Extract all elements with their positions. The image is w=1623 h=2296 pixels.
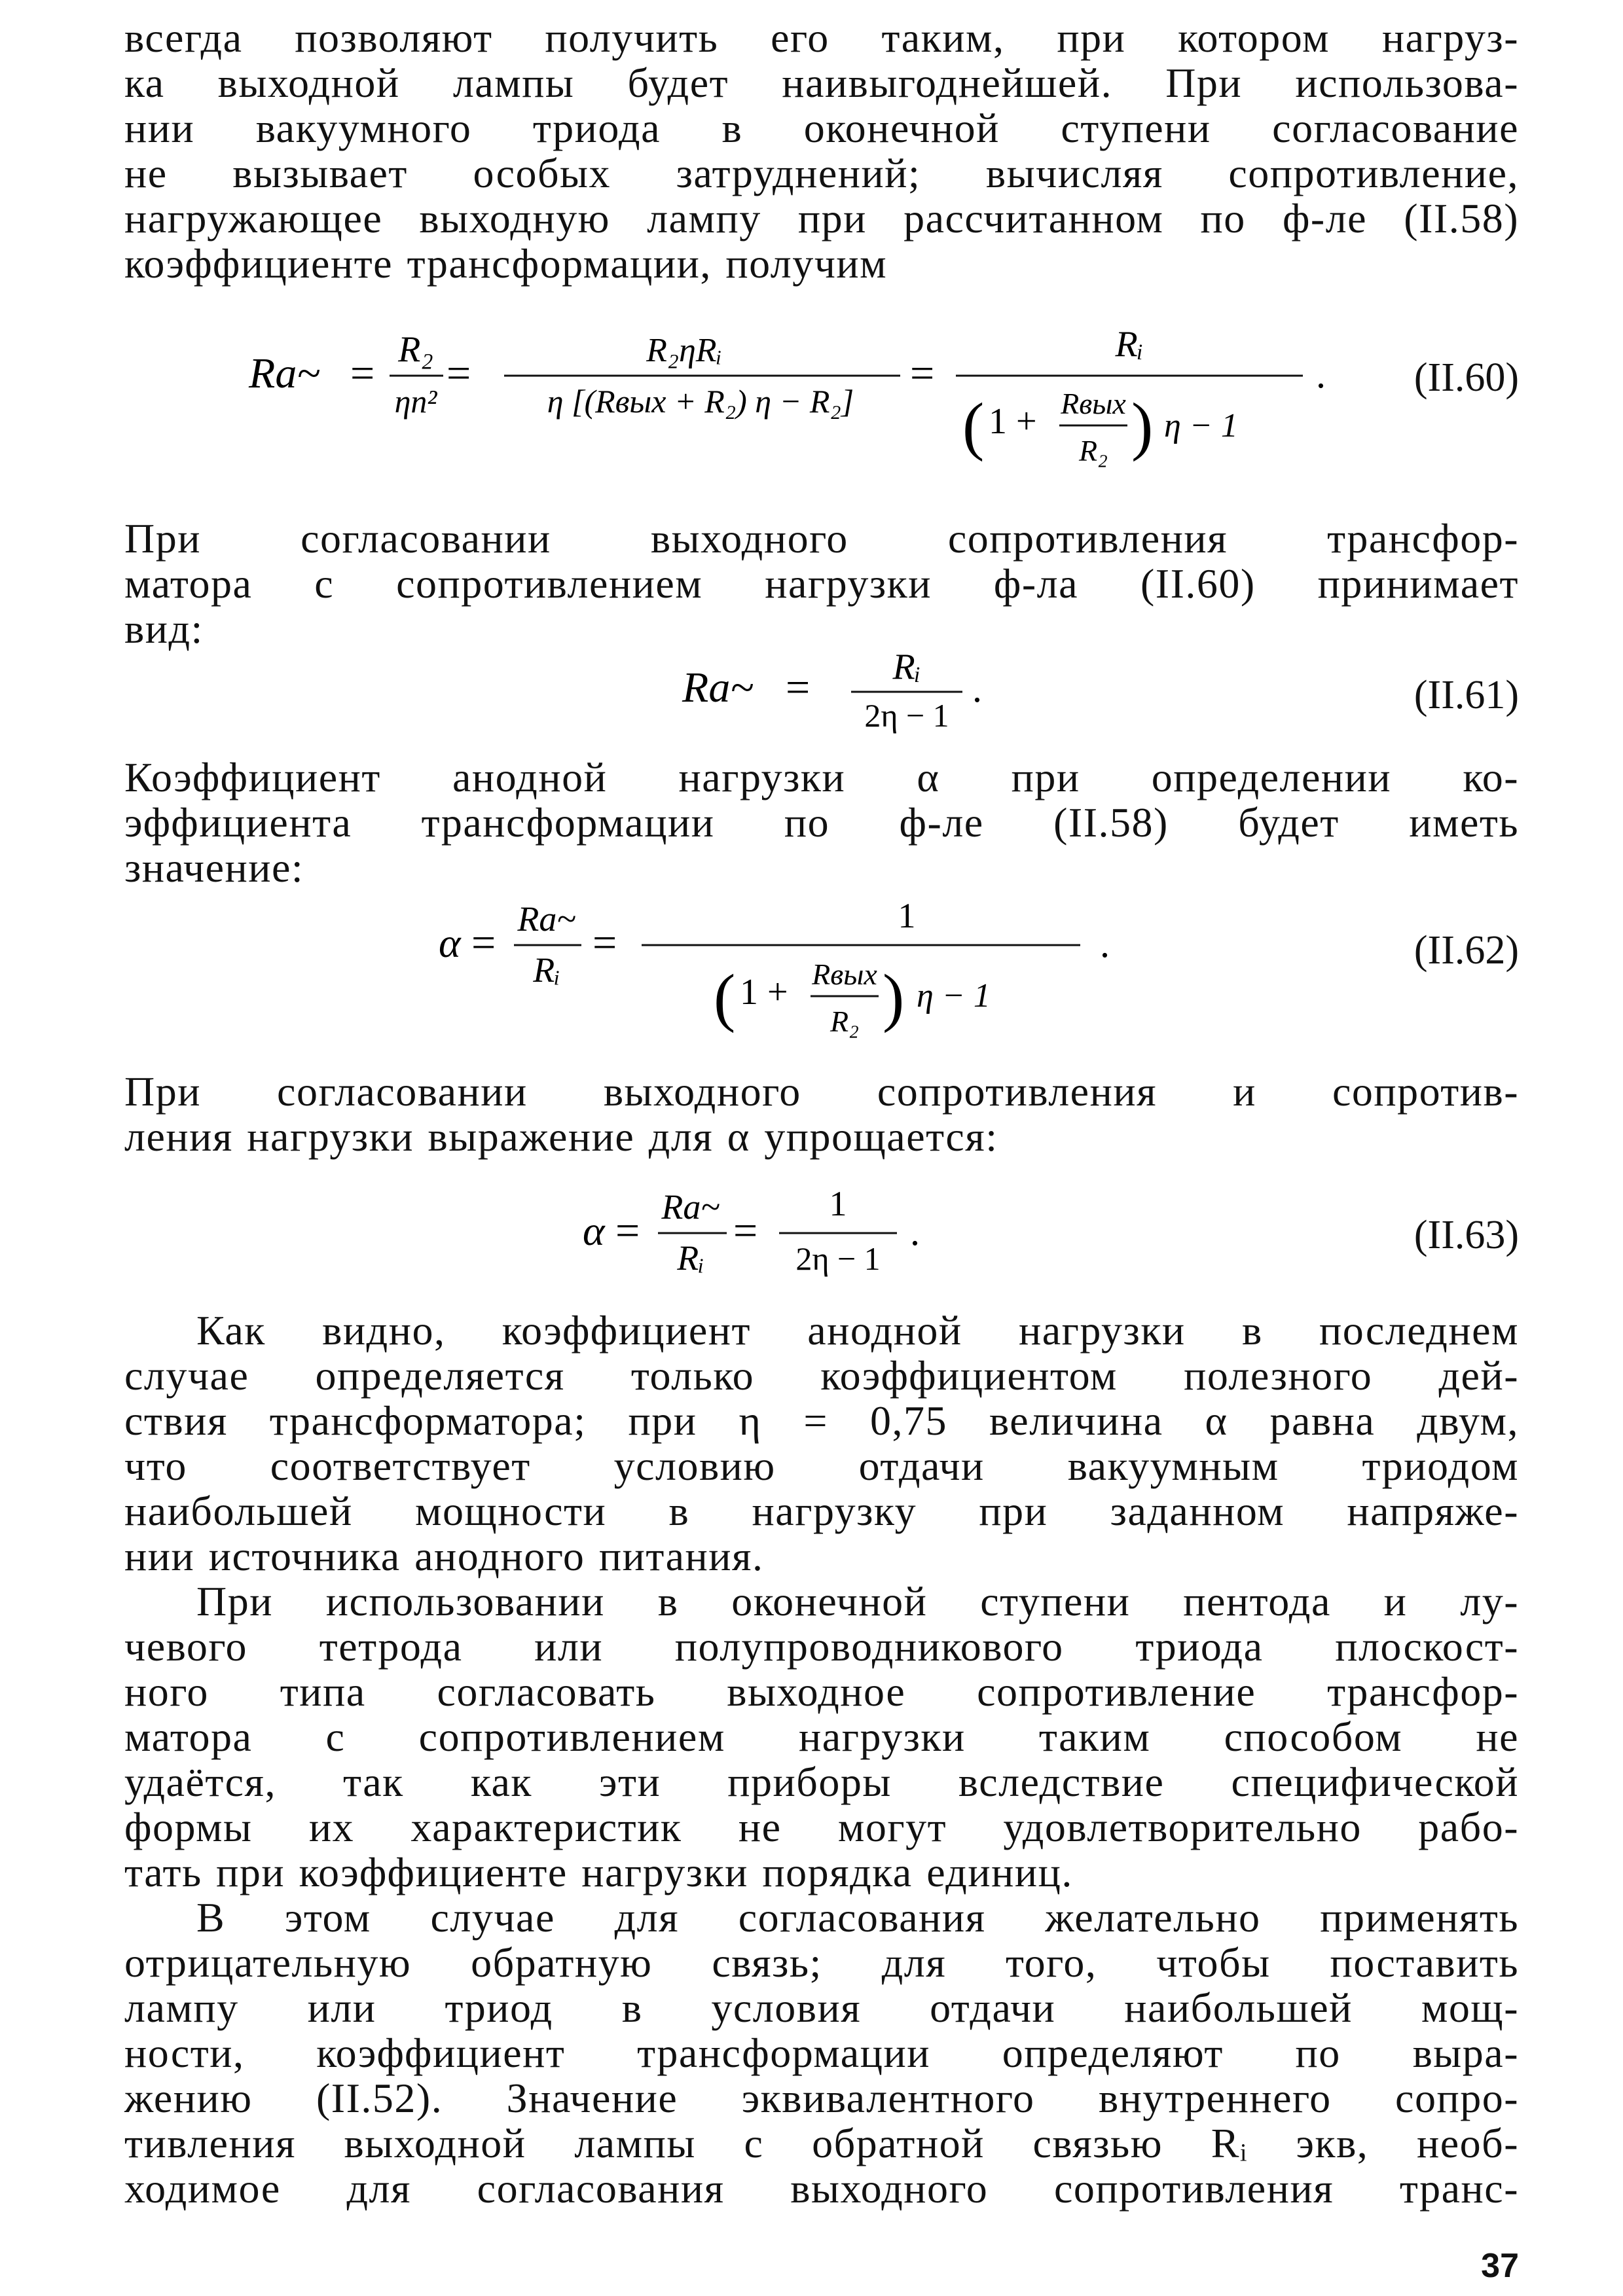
text-line: нагружающее выходную лампу при рассчитанном по ф-ле (II.58) [124,195,1519,242]
equation-ii-61 [124,636,1519,741]
eq62-frac2-num: 1 [898,896,916,935]
text-line: нии вакуумного триода в оконечной ступени согласование [124,105,1519,151]
text-line: матора с сопротивлением нагрузки таким способом не [124,1713,1519,1760]
eq60-equals: = [910,350,935,397]
eq62-dot: . [1100,922,1110,965]
eq61-den: 2η − 1 [864,697,949,734]
eq62-equals: = [471,919,496,967]
equation-ii-62 [124,891,1519,1049]
text-line: ка выходной лампы будет наивыгоднейшей. При использова- [124,60,1519,106]
text-line: всегда позволяют получить его таким, при котором нагруз- [124,14,1519,61]
eq63-equals: = [615,1207,640,1255]
text-line: отрицательную обратную связь; для того, чтобы поставить [124,1939,1519,1986]
text-line: ного типа согласовать выходное сопротивление трансфор- [124,1668,1519,1715]
text-line: При согласовании выходного сопротивления и сопротив- [124,1068,1519,1115]
eq60-frac1-num: R₂ [398,329,433,370]
eq63-frac2-den: 2η − 1 [795,1240,881,1277]
text-line: формы их характеристик не могут удовлетворительно рабо- [124,1804,1519,1850]
eq60-frac2-num: R₂ηRᵢ [646,332,722,369]
equation-number: (II.60) [1413,355,1519,400]
eq62-one-plus: 1 + [740,972,788,1013]
equation-ii-62-svg [124,891,1368,1049]
text-line: эффициента трансформации по ф-ле (II.58) будет иметь [124,799,1519,846]
text-line: вид: [124,605,204,652]
text-line: Как видно, коэффициент анодной нагрузки в последнем [196,1307,1519,1354]
eq60-paren-left: ( [962,389,985,462]
text-line: коэффициенте трансформации, получим [124,240,888,287]
text-line: Коэффициент анодной нагрузки α при определении ко- [124,754,1519,800]
text-line: удаётся, так как эти приборы вследствие специфической [124,1759,1519,1805]
eq60-inner-den: R₂ [1078,434,1108,467]
text-line: В этом случае для согласования желательно применять [196,1894,1519,1941]
equation-number: (II.62) [1413,928,1519,973]
page-number: 37 [1481,2247,1519,2285]
text-line: жению (II.52). Значение эквивалентного внутреннего сопро- [124,2075,1519,2121]
eq62-lhs: α [439,920,461,966]
text-line: ности, коэффициент трансформации определяют по выра- [124,2030,1519,2076]
eq63-frac2-num: 1 [829,1184,847,1223]
eq63-frac1-num: Ra~ [661,1187,720,1227]
equation-ii-60 [124,302,1519,499]
equation-number: (II.63) [1413,1213,1519,1257]
text-line: ления нагрузки выражение для α упрощается: [124,1113,998,1160]
eq62-inner-num: Rвых [812,958,877,991]
eq60-frac3-num: Rᵢ [1115,324,1144,365]
text-line: нии источника анодного питания. [124,1533,764,1579]
eq60-dot: . [1316,353,1326,396]
eq62-equals: = [593,919,617,967]
eq62-paren-left: ( [714,961,736,1033]
eq62-inner-den: R₂ [830,1005,860,1038]
text-line: наибольшей мощности в нагрузку при заданном напряже- [124,1488,1519,1534]
eq60-equals: = [350,350,375,397]
text-line: ходимое для согласования выходного сопротивления транс- [124,2165,1519,2212]
eq60-lhs: Ra~ [249,350,321,397]
eq62-den-tail: η − 1 [917,977,991,1014]
text-line: При согласовании выходного сопротивления трансфор- [124,515,1519,562]
eq60-one-plus: 1 + [989,401,1037,442]
text-line: значение: [124,844,304,891]
eq61-lhs: Ra~ [682,664,754,711]
eq60-equals: = [447,350,471,397]
equation-number: (II.61) [1413,673,1519,717]
text-line: не вызывает особых затруднений; вычисляя сопротивление, [124,150,1519,196]
equation-ii-61-svg [124,636,1368,741]
equation-ii-60-svg [124,302,1368,499]
equation-ii-63-svg [124,1173,1368,1291]
text-line: матора с сопротивлением нагрузки ф-ла (II.60) принимает [124,560,1519,607]
eq63-lhs: α [583,1208,605,1254]
text-line: ствия трансформатора; при η = 0,75 величина α равна двум, [124,1397,1519,1444]
eq60-paren-right: ) [1131,389,1154,462]
equation-ii-63 [124,1173,1519,1291]
eq63-dot: . [910,1210,920,1253]
eq60-frac1-den: ηn² [394,383,437,420]
eq63-equals: = [733,1207,758,1255]
eq62-frac1-num: Ra~ [517,899,576,939]
text-line: что соответствует условию отдачи вакуумным триодом [124,1443,1519,1489]
eq61-equals: = [786,664,811,711]
text-line: случае определяется только коэффициентом полезного дей- [124,1352,1519,1399]
eq60-inner-num: Rвых [1061,387,1126,420]
text-line: чевого тетрода или полупроводникового триода плоскост- [124,1623,1519,1670]
eq62-frac1-den: Rᵢ [533,950,560,990]
eq61-num: Rᵢ [892,647,921,687]
eq60-den-tail: η − 1 [1164,407,1238,444]
eq60-frac2-den: η [(Rвых + R₂) η − R₂] [547,383,854,420]
eq63-frac1-den: Rᵢ [677,1238,704,1278]
text-line: тать при коэффициенте нагрузки порядка единиц. [124,1849,1073,1895]
text-line: При использовании в оконечной ступени пентода и лу- [196,1578,1519,1624]
text-line: лампу или триод в условия отдачи наибольшей мощ- [124,1984,1519,2031]
eq61-dot: . [972,667,982,710]
text-line: тивления выходной лампы с обратной связью Rᵢ экв, необ- [124,2120,1519,2166]
eq62-paren-right: ) [883,961,905,1033]
